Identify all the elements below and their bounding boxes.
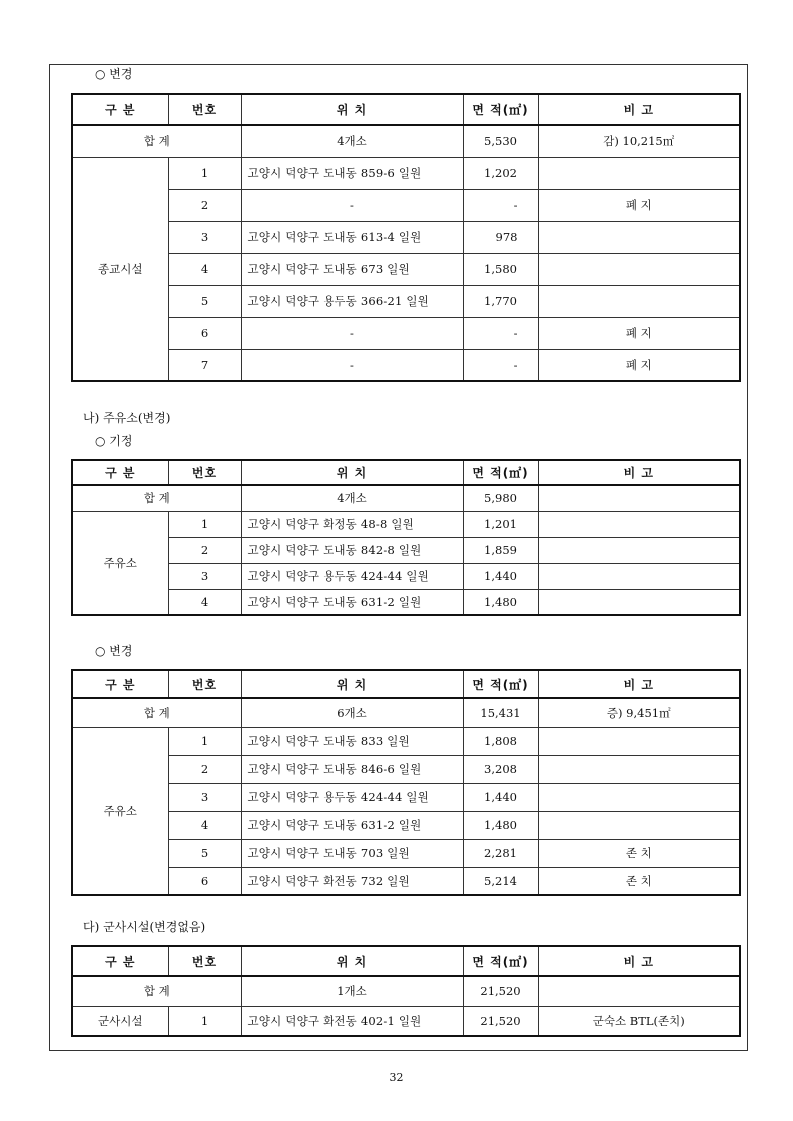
table-row xyxy=(72,285,740,317)
table-row xyxy=(72,511,740,537)
total-row xyxy=(72,976,740,1006)
header-category: 구 분 xyxy=(72,946,168,976)
total-location: 6개소 xyxy=(241,698,463,727)
row-number: 1 xyxy=(168,1006,241,1036)
row-remarks xyxy=(538,285,740,317)
row-remarks xyxy=(538,537,740,563)
table-row xyxy=(72,537,740,563)
row-area: 3,208 xyxy=(463,755,538,783)
row-number: 6 xyxy=(168,317,241,349)
total-remarks xyxy=(538,976,740,1006)
table-header-row xyxy=(72,94,740,125)
row-number: 4 xyxy=(168,253,241,285)
header-remarks: 비 고 xyxy=(538,460,740,485)
row-remarks xyxy=(538,511,740,537)
total-remarks: 증) 9,451㎡ xyxy=(538,698,740,727)
row-location: 고양시 덕양구 도내동 631-2 일원 xyxy=(241,811,463,839)
total-area: 21,520 xyxy=(463,976,538,1006)
row-location: 고양시 덕양구 도내동 846-6 일원 xyxy=(241,755,463,783)
total-label: 합 계 xyxy=(72,976,241,1006)
gas-section-title: 나) 주유소(변경) xyxy=(83,411,171,425)
total-row xyxy=(72,485,740,511)
row-number: 1 xyxy=(168,157,241,189)
table-row xyxy=(72,839,740,867)
header-number: 번호 xyxy=(168,670,241,698)
table-row xyxy=(72,727,740,755)
header-area: 면 적(㎡) xyxy=(463,94,538,125)
total-remarks: 감) 10,215㎡ xyxy=(538,125,740,157)
header-number: 번호 xyxy=(168,94,241,125)
header-category: 구 분 xyxy=(72,460,168,485)
table-row xyxy=(72,589,740,615)
row-location: - xyxy=(241,317,463,349)
category-cell: 군사시설 xyxy=(72,1006,168,1036)
row-number: 1 xyxy=(168,511,241,537)
religious-change-table xyxy=(71,93,741,382)
row-location: 고양시 덕양구 용두동 424-44 일원 xyxy=(241,783,463,811)
row-area: 21,520 xyxy=(463,1006,538,1036)
row-remarks xyxy=(538,727,740,755)
religious-change-heading: ○ 변경 xyxy=(95,67,133,81)
row-area: 1,440 xyxy=(463,783,538,811)
table-row xyxy=(72,867,740,895)
total-label: 합 계 xyxy=(72,125,241,157)
header-location: 위 치 xyxy=(241,670,463,698)
row-remarks: 폐 지 xyxy=(538,349,740,381)
row-area: 1,201 xyxy=(463,511,538,537)
header-location: 위 치 xyxy=(241,946,463,976)
military-section-title: 다) 군사시설(변경없음) xyxy=(83,920,206,934)
table-row xyxy=(72,783,740,811)
row-area: 2,281 xyxy=(463,839,538,867)
gas-existing-table xyxy=(71,459,741,616)
row-remarks: 폐 지 xyxy=(538,189,740,221)
category-cell: 주유소 xyxy=(72,727,168,895)
row-area: 1,480 xyxy=(463,589,538,615)
header-number: 번호 xyxy=(168,460,241,485)
header-area: 면 적(㎡) xyxy=(463,460,538,485)
table-row xyxy=(72,157,740,189)
row-number: 2 xyxy=(168,755,241,783)
row-location: 고양시 덕양구 화전동 402-1 일원 xyxy=(241,1006,463,1036)
row-location: 고양시 덕양구 도내동 613-4 일원 xyxy=(241,221,463,253)
header-remarks: 비 고 xyxy=(538,670,740,698)
row-remarks xyxy=(538,157,740,189)
page-number: 32 xyxy=(389,1071,404,1084)
row-area: 1,440 xyxy=(463,563,538,589)
row-area: 1,770 xyxy=(463,285,538,317)
category-cell: 주유소 xyxy=(72,511,168,615)
header-number: 번호 xyxy=(168,946,241,976)
row-remarks: 폐 지 xyxy=(538,317,740,349)
gas-change-table xyxy=(71,669,741,896)
row-number: 3 xyxy=(168,563,241,589)
row-number: 4 xyxy=(168,589,241,615)
row-number: 6 xyxy=(168,867,241,895)
total-label: 합 계 xyxy=(72,698,241,727)
category-cell: 종교시설 xyxy=(72,157,168,381)
military-table xyxy=(71,945,741,1037)
row-area: 1,859 xyxy=(463,537,538,563)
row-location: 고양시 덕양구 화정동 48-8 일원 xyxy=(241,511,463,537)
row-location: 고양시 덕양구 도내동 673 일원 xyxy=(241,253,463,285)
total-area: 5,980 xyxy=(463,485,538,511)
row-remarks xyxy=(538,589,740,615)
table-header-row xyxy=(72,670,740,698)
row-remarks xyxy=(538,755,740,783)
row-location: 고양시 덕양구 용두동 424-44 일원 xyxy=(241,563,463,589)
header-location: 위 치 xyxy=(241,460,463,485)
header-area: 면 적(㎡) xyxy=(463,946,538,976)
row-location: - xyxy=(241,189,463,221)
total-row xyxy=(72,125,740,157)
header-category: 구 분 xyxy=(72,670,168,698)
row-remarks: 존 치 xyxy=(538,839,740,867)
row-area: 1,580 xyxy=(463,253,538,285)
row-area: 1,480 xyxy=(463,811,538,839)
row-number: 2 xyxy=(168,189,241,221)
header-remarks: 비 고 xyxy=(538,94,740,125)
table-row xyxy=(72,811,740,839)
total-row xyxy=(72,698,740,727)
total-remarks xyxy=(538,485,740,511)
row-area: 978 xyxy=(463,221,538,253)
header-location: 위 치 xyxy=(241,94,463,125)
row-remarks: 군숙소 BTL(존치) xyxy=(538,1006,740,1036)
table-row xyxy=(72,755,740,783)
row-area: 1,808 xyxy=(463,727,538,755)
row-location: 고양시 덕양구 화전동 732 일원 xyxy=(241,867,463,895)
row-number: 4 xyxy=(168,811,241,839)
row-number: 5 xyxy=(168,285,241,317)
row-area: - xyxy=(463,189,538,221)
table-row xyxy=(72,563,740,589)
row-remarks: 존 치 xyxy=(538,867,740,895)
row-number: 2 xyxy=(168,537,241,563)
row-location: - xyxy=(241,349,463,381)
row-location: 고양시 덕양구 도내동 631-2 일원 xyxy=(241,589,463,615)
total-label: 합 계 xyxy=(72,485,241,511)
table-row xyxy=(72,189,740,221)
total-area: 5,530 xyxy=(463,125,538,157)
row-remarks xyxy=(538,253,740,285)
row-location: 고양시 덕양구 용두동 366-21 일원 xyxy=(241,285,463,317)
gas-change-heading: ○ 변경 xyxy=(95,644,133,658)
table-header-row xyxy=(72,460,740,485)
total-location: 4개소 xyxy=(241,485,463,511)
total-location: 1개소 xyxy=(241,976,463,1006)
row-location: 고양시 덕양구 도내동 859-6 일원 xyxy=(241,157,463,189)
row-area: 5,214 xyxy=(463,867,538,895)
row-remarks xyxy=(538,811,740,839)
row-number: 7 xyxy=(168,349,241,381)
table-row xyxy=(72,221,740,253)
row-location: 고양시 덕양구 도내동 703 일원 xyxy=(241,839,463,867)
gas-existing-heading: ○ 기정 xyxy=(95,434,133,448)
table-header-row xyxy=(72,946,740,976)
row-location: 고양시 덕양구 도내동 842-8 일원 xyxy=(241,537,463,563)
total-location: 4개소 xyxy=(241,125,463,157)
table-row xyxy=(72,1006,740,1036)
row-area: - xyxy=(463,349,538,381)
header-remarks: 비 고 xyxy=(538,946,740,976)
row-area: 1,202 xyxy=(463,157,538,189)
row-remarks xyxy=(538,783,740,811)
row-number: 1 xyxy=(168,727,241,755)
row-remarks xyxy=(538,563,740,589)
total-area: 15,431 xyxy=(463,698,538,727)
header-area: 면 적(㎡) xyxy=(463,670,538,698)
row-area: - xyxy=(463,317,538,349)
row-location: 고양시 덕양구 도내동 833 일원 xyxy=(241,727,463,755)
table-row xyxy=(72,317,740,349)
table-row xyxy=(72,253,740,285)
table-row xyxy=(72,349,740,381)
row-number: 5 xyxy=(168,839,241,867)
header-category: 구 분 xyxy=(72,94,168,125)
row-number: 3 xyxy=(168,221,241,253)
row-number: 3 xyxy=(168,783,241,811)
row-remarks xyxy=(538,221,740,253)
